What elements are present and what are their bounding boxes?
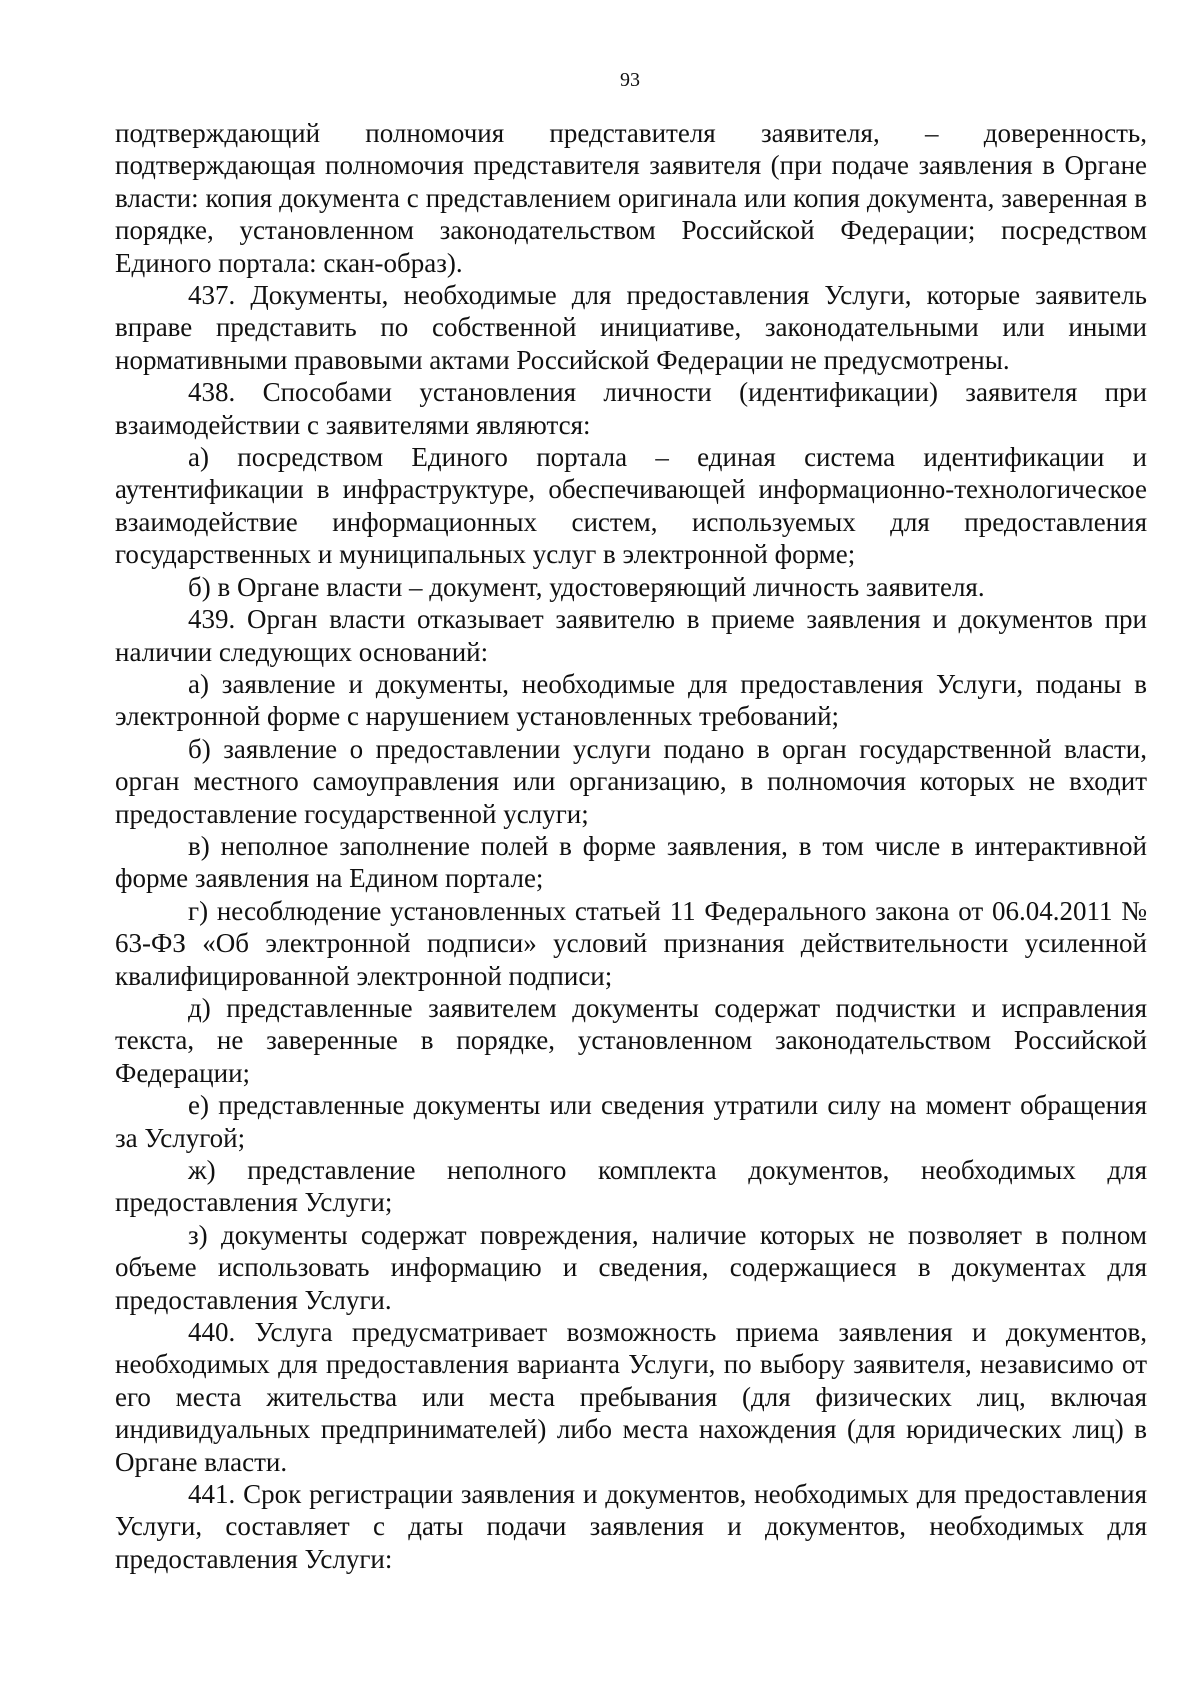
paragraph-439: 439. Орган власти отказывает заявителю в приеме заявления и документов при наличии следующих оснований:: [115, 604, 1147, 667]
paragraph-439-item-e: е) представленные документы или сведения утратили силу на момент обращения за Услугой;: [115, 1090, 1147, 1153]
paragraph-439-item-g: г) несоблюдение установленных статьей 11 Федерального закона от 06.04.2011 № 63-ФЗ «Об электронной подписи» условий признания действительности усиленной квалифицированной электронной подписи;: [115, 895, 1147, 991]
paragraph-441: 441. Срок регистрации заявления и документов, необходимых для предоставления Услуги, составляет с даты подачи заявления и документов, необходимых для предоставления Услуги:: [115, 1479, 1147, 1574]
paragraph-438: 438. Способами установления личности (идентификации) заявителя при взаимодействии с заявителями являются:: [115, 377, 1147, 440]
paragraph-439-item-a: а) заявление и документы, необходимые для предоставления Услуги, поданы в электронной форме с нарушением установленных требований;: [115, 668, 1147, 732]
paragraph-437: 437. Документы, необходимые для предоставления Услуги, которые заявитель вправе представить по собственной инициативе, законодательными или иными нормативными правовыми актами Российской Федерации не предусмотрены.: [115, 280, 1147, 375]
paragraph-439-item-v: в) неполное заполнение полей в форме заявления, в том числе в интерактивной форме заявления на Едином портале;: [115, 830, 1147, 894]
paragraph-439-item-b: б) заявление о предоставлении услуги подано в орган государственной власти, орган местного самоуправления или организацию, в полномочия которых не входит предоставление государственной услуги;: [115, 733, 1147, 829]
paragraph-438-item-b: б) в Органе власти – документ, удостоверяющий личность заявителя.: [188, 571, 985, 602]
paragraph-439-item-zh: ж) представление неполного комплекта документов, необходимых для предоставления Услуги;: [115, 1155, 1147, 1218]
document-body: [115, 117, 1147, 1575]
paragraph-439-item-d: д) представленные заявителем документы содержат подчистки и исправления текста, не заверенные в порядке, установленном законодательством Российской Федерации;: [115, 992, 1147, 1088]
page-number: 93: [620, 69, 640, 91]
paragraph-continuation: подтверждающий полномочия представителя заявителя, – доверенность, подтверждающая полномочия представителя заявителя (при подаче заявления в Органе власти: копия документа с представлением оригинала или копия документа, заверенная в порядке, установленном законодательством Российской Федерации; посредством Единого портала: скан-образ).: [115, 118, 1147, 278]
paragraph-438-item-a: а) посредством Единого портала – единая система идентификации и аутентификации в инфраструктуре, обеспечивающей информационно-технологическое взаимодействие информационных систем, используемых для предоставления государственных и муниципальных услуг в электронной форме;: [115, 442, 1147, 570]
paragraph-439-item-z: з) документы содержат повреждения, наличие которых не позволяет в полном объеме использовать информацию и сведения, содержащиеся в документах для предоставления Услуги.: [115, 1219, 1147, 1315]
paragraph-440: 440. Услуга предусматривает возможность приема заявления и документов, необходимых для предоставления варианта Услуги, по выбору заявителя, независимо от его места жительства или места пребывания (для физических лиц, включая индивидуальных предпринимателей) либо места нахождения (для юридических лиц) в Органе власти.: [115, 1317, 1147, 1477]
